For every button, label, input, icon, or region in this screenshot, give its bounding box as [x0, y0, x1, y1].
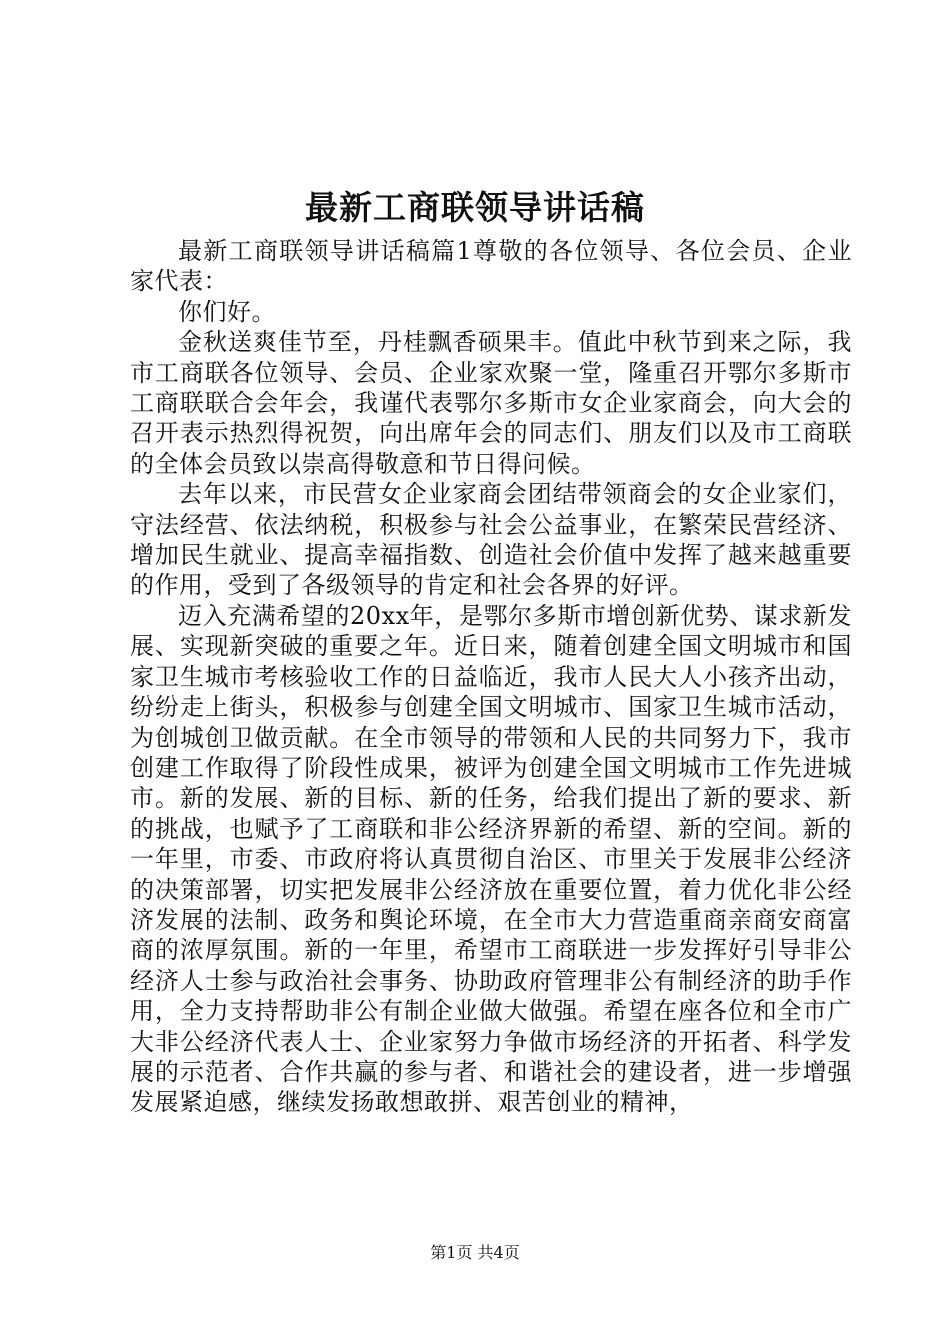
paragraph-last-year: 去年以来，市民营女企业家商会团结带领商会的女企业家们，守法经营、依法纳税，积极参与社会公益事业，在繁荣民营经济、增加民生就业、提高幸福指数、创造社会价值中发挥了越来越重要的作用，受到了各级领导的肯定和社会各界的好评。: [130, 480, 852, 600]
paragraph-salutation: 最新工商联领导讲话稿篇1尊敬的各位领导、各位会员、企业家代表：: [130, 237, 852, 296]
paragraph-mid-autumn: 金秋送爽佳节至，丹桂飘香硕果丰。值此中秋节到来之际，我市工商联各位领导、会员、企业家欢聚一堂，隆重召开鄂尔多斯市工商联联合会年会，我谨代表鄂尔多斯市女企业家商会，向大会的召开表示热烈得祝贺，向出席年会的同志们、朋友们以及市工商联的全体会员致以崇高得敬意和节日得问候。: [130, 328, 852, 478]
page-number-footer: 第1页 共4页: [430, 1243, 520, 1262]
paragraph-greeting: 你们好。: [178, 297, 276, 326]
paragraph-new-year: 迈入充满希望的20xx年，是鄂尔多斯市增创新优势、谋求新发展、实现新突破的重要之年。近日来，随着创建全国文明城市和国家卫生城市考核验收工作的日益临近，我市人民大人小孩齐出动，纷纷走上街头，积极参与创建全国文明城市、国家卫生城市活动，为创城创卫做贡献。在全市领导的带领和人民的共同努力下，我市创建工作取得了阶段性成果，被评为创建全国文明城市工作先进城市。新的发展、新的目标、新的任务，给我们提出了新的要求、新的挑战，也赋予了工商联和非公经济界新的希望、新的空间。新的一年里，市委、市政府将认真贯彻自治区、市里关于发展非公经济的决策部署，切实把发展非公经济放在重要位置，着力优化非公经济发展的法制、政务和舆论环境，在全市大力营造重商亲商安商富商的浓厚氛围。新的一年里，希望市工商联进一步发挥好引导非公经济人士参与政治社会事务、协助政府管理非公有制经济的助手作用，全力支持帮助非公有制企业做大做强。希望在座各位和全市广大非公经济代表人士、企业家努力争做市场经济的开拓者、科学发展的示范者、合作共赢的参与者、和谐社会的建设者，进一步增强发展紧迫感，继续发扬敢想敢拼、艰苦创业的精神，: [130, 601, 852, 1117]
document-body: [130, 236, 852, 1118]
document-title: 最新工商联领导讲话稿: [305, 188, 645, 227]
